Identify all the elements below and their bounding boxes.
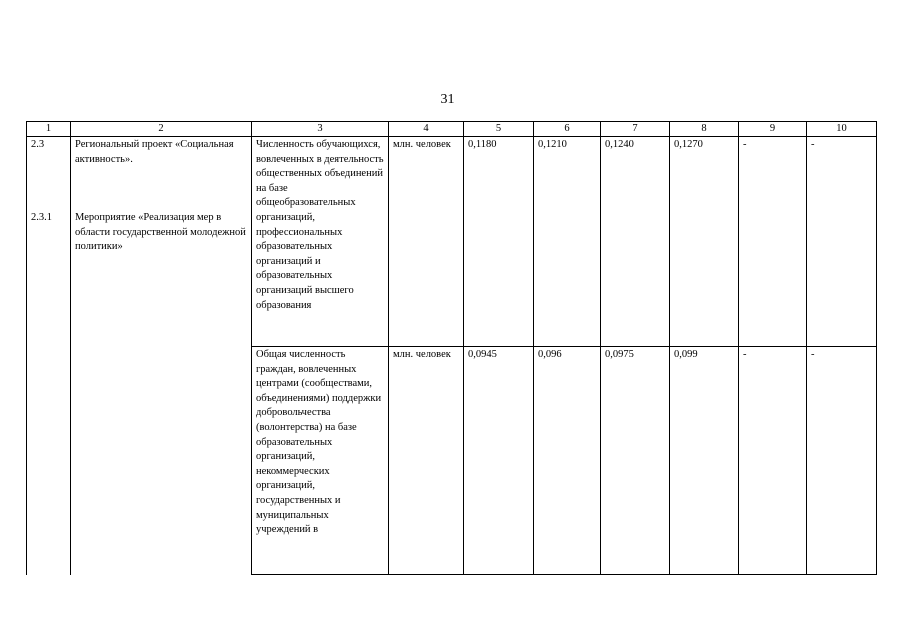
- column-header: 2: [71, 122, 252, 137]
- item-name-cell: [71, 347, 252, 575]
- item-name-cell: [71, 137, 252, 347]
- table-row: [27, 137, 877, 347]
- value-cell: 0,1210: [534, 137, 601, 347]
- indicator-cell: Численность обучающихся, вовлеченных в деятельность общественных объединений на базе общеобразовательных организаций, профессиональных образовательных организаций и образовательных организаций высшего образования: [252, 137, 389, 347]
- column-header: 4: [389, 122, 464, 137]
- measure-name: Мероприятие «Реализация мер в области государственной молодежной политики»: [75, 212, 246, 253]
- value-cell: 0,099: [670, 347, 739, 575]
- value-cell: 0,0945: [464, 347, 534, 575]
- item-number: 2.3.1: [31, 211, 52, 223]
- value-cell: 0,1180: [464, 137, 534, 347]
- value-cell: -: [807, 137, 877, 347]
- project-name: Региональный проект «Социальная активность».: [75, 139, 234, 165]
- value-cell: -: [739, 137, 807, 347]
- value-cell: 0,0975: [601, 347, 670, 575]
- unit-cell: млн. человек: [389, 347, 464, 575]
- column-header: 8: [670, 122, 739, 137]
- column-header: 1: [27, 122, 71, 137]
- column-header: 10: [807, 122, 877, 137]
- value-cell: -: [807, 347, 877, 575]
- column-header: 9: [739, 122, 807, 137]
- value-cell: 0,1270: [670, 137, 739, 347]
- unit-cell: млн. человек: [389, 137, 464, 347]
- item-number-cell: [27, 137, 71, 347]
- column-header: 3: [252, 122, 389, 137]
- indicator-table: [26, 121, 877, 575]
- column-header: 5: [464, 122, 534, 137]
- value-cell: 0,096: [534, 347, 601, 575]
- indicator-cell: Общая численность граждан, вовлеченных центрами (сообществами, объединениями) поддержки добровольчества (волонтерства) на базе образовательных организаций, некоммерческих организаций, государственных и муниципальных учреждений в: [252, 347, 389, 575]
- value-cell: 0,1240: [601, 137, 670, 347]
- column-header: 7: [601, 122, 670, 137]
- value-cell: -: [739, 347, 807, 575]
- item-number: 2.3: [31, 139, 45, 150]
- page-number: 31: [440, 92, 455, 107]
- table-row: [27, 347, 877, 575]
- item-number-cell: [27, 347, 71, 575]
- column-header: 6: [534, 122, 601, 137]
- table-header-row: [27, 122, 877, 137]
